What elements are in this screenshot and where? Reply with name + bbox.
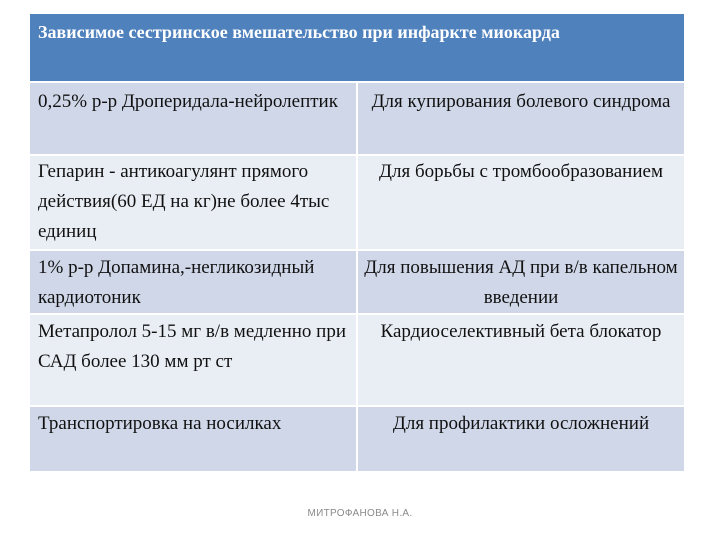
table-row bbox=[30, 82, 684, 155]
author-footer: МИТРОФАНОВА Н.А. bbox=[307, 508, 413, 519]
purpose-cell: Для борьбы с тромбообразованием bbox=[357, 155, 684, 250]
interventions-table bbox=[30, 14, 684, 471]
purpose-cell: Кардиоселективный бета блокатор bbox=[357, 314, 684, 406]
table-header-cell bbox=[30, 14, 684, 82]
table-title: Зависимое сестринское вмешательство при инфаркте миокарда bbox=[38, 22, 560, 42]
table-row bbox=[30, 314, 684, 406]
table-row bbox=[30, 406, 684, 471]
intervention-cell: 1% р-р Допамина,-негликозидный кардиотоник bbox=[30, 250, 357, 314]
purpose-cell: Для купирования болевого синдрома bbox=[357, 82, 684, 155]
purpose-cell: Для повышения АД при в/в капельном введении bbox=[357, 250, 684, 314]
table-row bbox=[30, 155, 684, 250]
intervention-cell: 0,25% р-р Дроперидала-нейролептик bbox=[30, 82, 357, 155]
intervention-cell: Транспортировка на носилках bbox=[30, 406, 357, 471]
intervention-cell: Гепарин - антикоагулянт прямого действия(60 ЕД на кг)не более 4тыс единиц bbox=[30, 155, 357, 250]
table-header-row bbox=[30, 14, 684, 82]
purpose-cell: Для профилактики осложнений bbox=[357, 406, 684, 471]
intervention-cell: Метапролол 5-15 мг в/в медленно при САД более 130 мм рт ст bbox=[30, 314, 357, 406]
table-row bbox=[30, 250, 684, 314]
